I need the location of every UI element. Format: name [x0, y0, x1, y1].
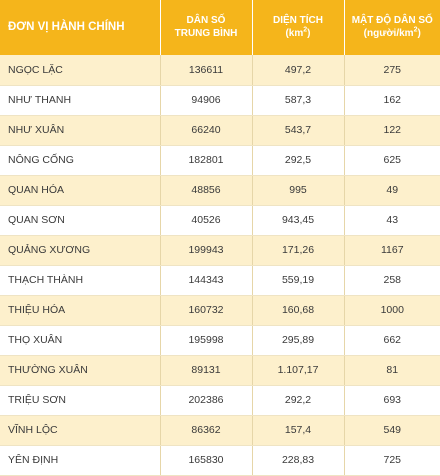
- density-cell: 49: [344, 175, 440, 205]
- unit-name-cell: QUAN SƠN: [0, 205, 160, 235]
- area-cell: 587,3: [252, 85, 344, 115]
- population-cell: 94906: [160, 85, 252, 115]
- unit-name-cell: NGỌC LẶC: [0, 55, 160, 85]
- population-cell: 136611: [160, 55, 252, 85]
- table-row: [0, 265, 440, 295]
- population-cell: 89131: [160, 355, 252, 385]
- table-row: [0, 445, 440, 475]
- area-cell: 157,4: [252, 415, 344, 445]
- area-cell: 543,7: [252, 115, 344, 145]
- area-cell: 295,89: [252, 325, 344, 355]
- table-row: [0, 85, 440, 115]
- header-unit: ĐƠN VỊ HÀNH CHÍNH: [0, 0, 160, 55]
- header-density: MẬT ĐỘ DÂN SỐ $(người/km^2)$: [344, 0, 440, 55]
- population-cell: 144343: [160, 265, 252, 295]
- unit-name-cell: THỌ XUÂN: [0, 325, 160, 355]
- table-row: [0, 415, 440, 445]
- table-body: [0, 55, 440, 475]
- population-cell: 66240: [160, 115, 252, 145]
- table-row: [0, 355, 440, 385]
- unit-name-cell: TRIỆU SƠN: [0, 385, 160, 415]
- area-cell: 160,68: [252, 295, 344, 325]
- unit-name-cell: NHƯ THANH: [0, 85, 160, 115]
- density-cell: 162: [344, 85, 440, 115]
- density-cell: 81: [344, 355, 440, 385]
- table-row: [0, 295, 440, 325]
- area-cell: 497,2: [252, 55, 344, 85]
- area-cell: 559,19: [252, 265, 344, 295]
- density-cell: 1000: [344, 295, 440, 325]
- table-row: [0, 145, 440, 175]
- density-cell: 625: [344, 145, 440, 175]
- population-cell: 86362: [160, 415, 252, 445]
- population-cell: 40526: [160, 205, 252, 235]
- area-cell: 171,26: [252, 235, 344, 265]
- density-cell: 549: [344, 415, 440, 445]
- density-cell: 43: [344, 205, 440, 235]
- density-cell: 725: [344, 445, 440, 475]
- unit-name-cell: THƯỜNG XUÂN: [0, 355, 160, 385]
- population-cell: 202386: [160, 385, 252, 415]
- population-cell: 165830: [160, 445, 252, 475]
- unit-name-cell: VĨNH LỘC: [0, 415, 160, 445]
- table-row: [0, 235, 440, 265]
- population-cell: 182801: [160, 145, 252, 175]
- population-cell: 195998: [160, 325, 252, 355]
- density-cell: 693: [344, 385, 440, 415]
- population-cell: 199943: [160, 235, 252, 265]
- area-cell: 943,45: [252, 205, 344, 235]
- table-row: [0, 325, 440, 355]
- header-population: DÂN SỐ TRUNG BÌNH: [160, 0, 252, 55]
- table-header: [0, 0, 440, 55]
- unit-name-cell: QUAN HÓA: [0, 175, 160, 205]
- header-area: DIỆN TÍCH $(km^2)$: [252, 0, 344, 55]
- unit-name-cell: NHƯ XUÂN: [0, 115, 160, 145]
- density-cell: 1167: [344, 235, 440, 265]
- area-cell: 228,83: [252, 445, 344, 475]
- population-cell: 160732: [160, 295, 252, 325]
- unit-name-cell: THIỆU HÓA: [0, 295, 160, 325]
- density-cell: 258: [344, 265, 440, 295]
- density-cell: 275: [344, 55, 440, 85]
- area-cell: 995: [252, 175, 344, 205]
- area-cell: 292,5: [252, 145, 344, 175]
- unit-name-cell: NÔNG CỐNG: [0, 145, 160, 175]
- area-cell: 1.107,17: [252, 355, 344, 385]
- table-row: [0, 115, 440, 145]
- density-cell: 122: [344, 115, 440, 145]
- table-row: [0, 205, 440, 235]
- density-cell: 662: [344, 325, 440, 355]
- table-row: [0, 175, 440, 205]
- unit-name-cell: QUẢNG XƯƠNG: [0, 235, 160, 265]
- unit-name-cell: THẠCH THÀNH: [0, 265, 160, 295]
- area-cell: 292,2: [252, 385, 344, 415]
- table-row: [0, 385, 440, 415]
- population-cell: 48856: [160, 175, 252, 205]
- unit-name-cell: YÊN ĐỊNH: [0, 445, 160, 475]
- table-row: [0, 55, 440, 85]
